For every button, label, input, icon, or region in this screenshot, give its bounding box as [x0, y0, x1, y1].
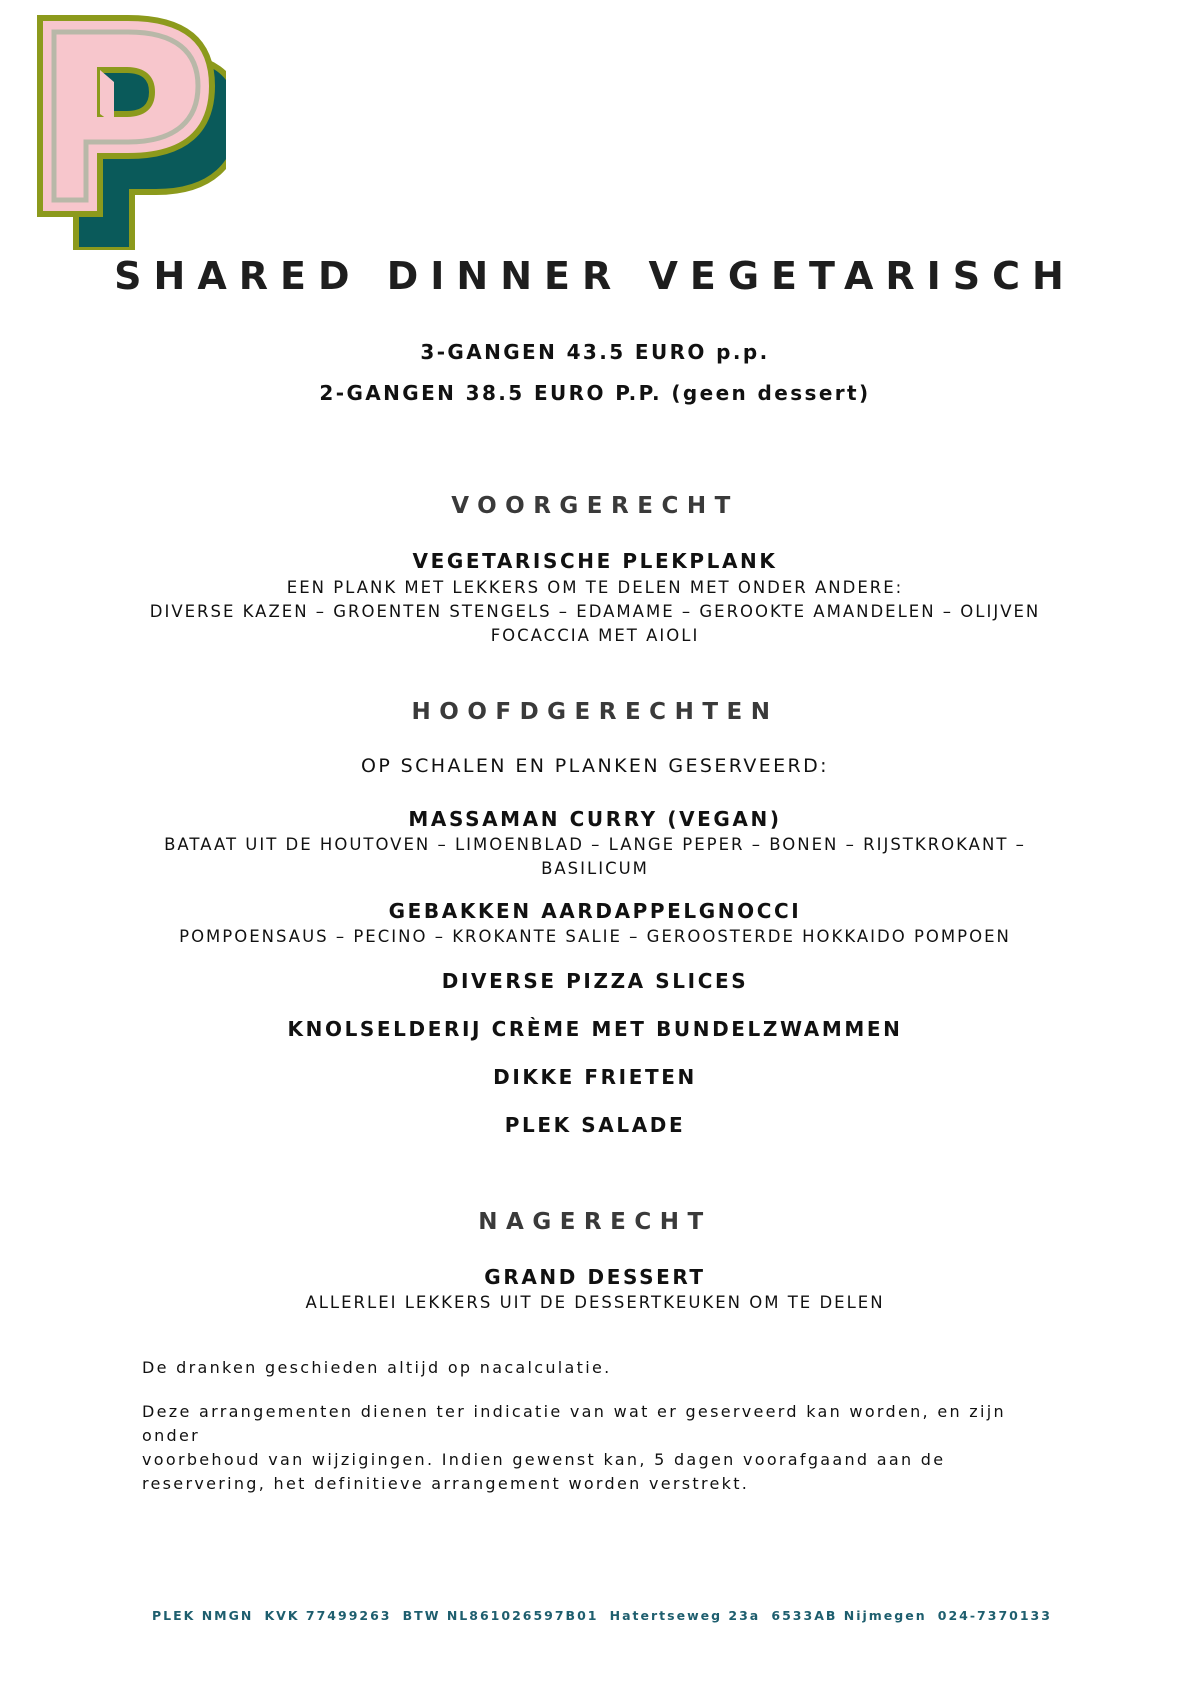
dish-description: EEN PLANK MET LEKKERS OM TE DELEN MET ONDER ANDERE: DIVERSE KAZEN – GROENTEN STENGELS – EDAMAME – GEROOKTE AMANDELEN – OLIJVEN FOCACCIA MET AIOLI: [149, 578, 1041, 645]
dish-description: BATAAT UIT DE HOUTOVEN – LIMOENBLAD – LANGE PEPER – BONEN – RIJSTKROKANT – BASILICUM: [164, 835, 1026, 878]
dish-description: POMPOENSAUS – PECINO – KROKANTE SALIE – GEROOSTERDE HOKKAIDO POMPOEN: [179, 927, 1011, 946]
footer-kvk: KVK 77499263: [264, 1608, 392, 1623]
dish-title: DIVERSE PIZZA SLICES: [441, 969, 749, 993]
section-heading-hoofdgerechten: HOOFDGERECHTEN: [411, 699, 779, 725]
disclaimer-note: Deze arrangementen dienen ter indicatie van wat er geserveerd kan worden, en zijn onder voorbehoud van wijzigingen. Indien gewenst kan, 5 dagen voorafgaand aan de reservering, het definitieve arrangement worden verstrekt.: [142, 1402, 1006, 1493]
dish-title: VEGETARISCHE PLEKPLANK: [412, 549, 778, 573]
page-title: SHARED DINNER VEGETARISCH: [114, 254, 1076, 298]
footer-phone: 024-7370133: [937, 1608, 1052, 1623]
footer: [152, 1608, 1052, 1623]
dish-title: MASSAMAN CURRY (VEGAN): [408, 807, 782, 831]
dish-title: DIKKE FRIETEN: [493, 1065, 697, 1089]
section-heading-voorgerecht: VOORGERECHT: [451, 493, 739, 519]
footer-address: Hatertseweg 23a: [609, 1608, 761, 1623]
dish-title: PLEK SALADE: [504, 1113, 686, 1137]
dish-title: GEBAKKEN AARDAPPELGNOCCI: [388, 899, 802, 923]
price-2-gangen: 2-GANGEN 38.5 EURO P.P. (geen dessert): [319, 381, 871, 405]
dish-title: KNOLSELDERIJ CRÈME MET BUNDELZWAMMEN: [287, 1017, 903, 1041]
footer-city: 6533AB Nijmegen: [771, 1608, 927, 1623]
dish-description: ALLERLEI LEKKERS UIT DE DESSERTKEUKEN OM TE DELEN: [305, 1293, 885, 1312]
section-heading-nagerecht: NAGERECHT: [478, 1209, 712, 1235]
footer-btw: BTW NL861026597B01: [402, 1608, 599, 1623]
plek-logo: [36, 14, 226, 250]
drinks-note: De dranken geschieden altijd op nacalculatie.: [142, 1358, 612, 1377]
price-3-gangen: 3-GANGEN 43.5 EURO p.p.: [420, 340, 770, 364]
footer-company: PLEK NMGN: [152, 1608, 254, 1623]
section-intro: OP SCHALEN EN PLANKEN GESERVEERD:: [361, 755, 829, 777]
dish-title: GRAND DESSERT: [484, 1265, 706, 1289]
